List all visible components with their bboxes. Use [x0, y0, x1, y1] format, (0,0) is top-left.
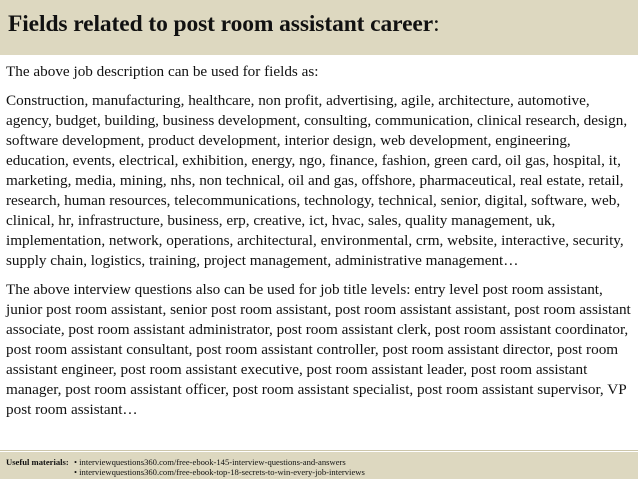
footer-divider [0, 450, 638, 451]
footer [0, 452, 638, 479]
footer-link-ebook-top-18[interactable]: • interviewquestions360.com/free-ebook-top-18-secrets-to-win-every-job-interviews [74, 467, 365, 477]
footer-label: Useful materials: [6, 457, 69, 467]
footer-link-ebook-145[interactable]: • interviewquestions360.com/free-ebook-145-interview-questions-and-answers [74, 457, 346, 467]
title-bar [0, 0, 638, 55]
slide-title [8, 11, 440, 38]
intro-text: The above job description can be used for fields as: [6, 63, 319, 80]
slide-content [6, 62, 632, 420]
fields-paragraph: Construction, manufacturing, healthcare, non profit, advertising, agile, architecture, automotive, agency, budget, building, business development, consulting, communication, clinical research, design, software development, product development, interior design, web development, engineering, education, events, electrical, exhibition, energy, ngo, finance, fashion, green card, oil gas, hospital, it, marketing, media, mining, nhs, non technical, oil and gas, offshore, pharmaceutical, real estate, retail, research, human resources, telecommunications, technology, technical, senior, digital, software, web, clinical, hr, infrastructure, business, erp, creative, ict, hvac, sales, quality management, uk, implementation, network, operations, architectural, environmental, crm, website, interactive, security, supply chain, logistics, training, project management, administrative management… [6, 92, 628, 269]
job-levels-paragraph: The above interview questions also can be used for job title levels: entry level post room assistant, junior post room assistant, senior post room assistant, post room assistant assistant, post room assistant associate, post room assistant administrator, post room assistant clerk, post room assistant coordinator, post room assistant consultant, post room assistant controller, post room assistant director, post room assistant engineer, post room assistant executive, post room assistant leader, post room assistant manager, post room assistant officer, post room assistant specialist, post room assistant supervisor, VP post room assistant… [6, 281, 631, 418]
footer-links [74, 457, 365, 477]
slide-title-text: Fields related to post room assistant career [8, 11, 434, 37]
slide-title-colon: : [433, 11, 440, 37]
